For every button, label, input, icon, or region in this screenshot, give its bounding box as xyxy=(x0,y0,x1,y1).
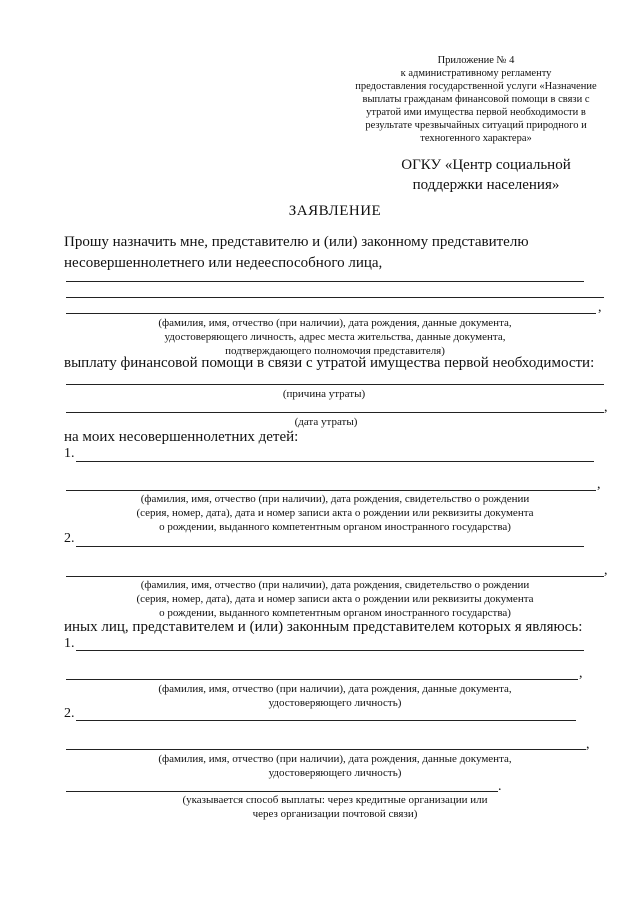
hint-line: (серия, номер, дата), дата и номер записи акта о рождении или реквизиты документа xyxy=(136,507,534,519)
recipient-line-1: ОГКУ «Центр социальной xyxy=(401,157,571,173)
comma-mark: , xyxy=(597,477,601,492)
child-1-field-line[interactable] xyxy=(76,461,594,462)
hint-line: (фамилия, имя, отчество (при наличии), дата рождения, данные документа, xyxy=(158,753,512,765)
hint-line: (фамилия, имя, отчество (при наличии), дата рождения, свидетельство о рождении xyxy=(140,579,530,591)
hint-line: (фамилия, имя, отчество (при наличии), дата рождения, свидетельство о рождении xyxy=(140,493,530,505)
document-title: ЗАЯВЛЕНИЕ xyxy=(288,203,382,219)
payment-method-field-line[interactable] xyxy=(66,791,498,792)
loss-date-field-line[interactable] xyxy=(66,412,604,413)
recipient-block xyxy=(360,155,612,195)
appendix-header xyxy=(330,54,622,145)
person-1-field-line[interactable] xyxy=(66,679,578,680)
hint-line: (фамилия, имя, отчество (при наличии), дата рождения, данные документа, xyxy=(158,317,512,329)
loss-date-hint: (дата утраты) xyxy=(294,416,358,428)
comma-mark: , xyxy=(598,300,602,315)
hint-line: подтверждающего полномочия представителя) xyxy=(225,345,445,357)
hint-line: (серия, номер, дата), дата и номер записи акта о рождении или реквизиты документа xyxy=(136,593,534,605)
hint-line: удостоверяющего личность) xyxy=(268,767,402,779)
appendix-line: Приложение № 4 xyxy=(437,55,515,66)
hint-line: через организации почтовой связи) xyxy=(252,808,418,820)
hint-line: (указывается способ выплаты: через кредитные организации или xyxy=(182,794,488,806)
person-2-field-line[interactable] xyxy=(76,720,576,721)
child-2-field-line[interactable] xyxy=(66,576,604,577)
child-number-1: 1. xyxy=(64,446,75,461)
appendix-line: результате чрезвычайных ситуаций природного и xyxy=(365,120,587,131)
person-number-2: 2. xyxy=(64,706,75,721)
loss-reason-hint: (причина утраты) xyxy=(282,388,366,400)
request-line-2: несовершеннолетнего или недееспособного лица, xyxy=(64,255,383,271)
child-1-hint xyxy=(0,492,640,534)
applicant-field-line[interactable] xyxy=(66,313,596,314)
applicant-field-line[interactable] xyxy=(66,297,604,298)
person-1-field-line[interactable] xyxy=(76,650,584,651)
child-number-2: 2. xyxy=(64,531,75,546)
loss-reason-field-line[interactable] xyxy=(66,384,604,385)
comma-mark: , xyxy=(579,666,583,681)
appendix-line: предоставления государственной услуги «Назначение xyxy=(355,81,597,92)
payment-text: выплату финансовой помощи в связи с утратой имущества первой необходимости: xyxy=(64,355,595,371)
applicant-field-line[interactable] xyxy=(66,281,584,282)
hint-line: удостоверяющего личность, адрес места жительства, данные документа, xyxy=(164,331,506,343)
others-text: иных лиц, представителем и (или) законным представителем которых я являюсь: xyxy=(64,619,583,635)
person-1-hint xyxy=(0,682,640,710)
appendix-line: выплаты гражданам финансовой помощи в связи с xyxy=(362,94,590,105)
appendix-line: утратой ими имущества первой необходимости в xyxy=(366,107,586,118)
child-2-field-line[interactable] xyxy=(76,546,584,547)
person-2-hint xyxy=(0,752,640,780)
dot-mark: . xyxy=(498,779,502,794)
request-line-1: Прошу назначить мне, представителю и (или) законному представителю xyxy=(64,234,529,250)
person-number-1: 1. xyxy=(64,636,75,651)
hint-line: удостоверяющего личность) xyxy=(268,697,402,709)
hint-line: о рождении, выданного компетентным органом иностранного государства) xyxy=(159,521,511,533)
appendix-line: техногенного характера» xyxy=(420,133,532,144)
recipient-line-2: поддержки населения» xyxy=(412,177,560,193)
children-text: на моих несовершеннолетних детей: xyxy=(64,429,299,445)
comma-mark: , xyxy=(604,563,608,578)
child-1-field-line[interactable] xyxy=(66,490,596,491)
applicant-hint xyxy=(0,316,640,358)
hint-line: (фамилия, имя, отчество (при наличии), дата рождения, данные документа, xyxy=(158,683,512,695)
appendix-line: к административному регламенту xyxy=(400,68,552,79)
child-2-hint xyxy=(0,578,640,620)
hint-line: о рождении, выданного компетентным органом иностранного государства) xyxy=(159,607,511,619)
person-2-field-line[interactable] xyxy=(66,749,586,750)
payment-method-hint xyxy=(0,793,640,821)
comma-mark: , xyxy=(586,737,590,752)
comma-mark: , xyxy=(604,400,608,415)
